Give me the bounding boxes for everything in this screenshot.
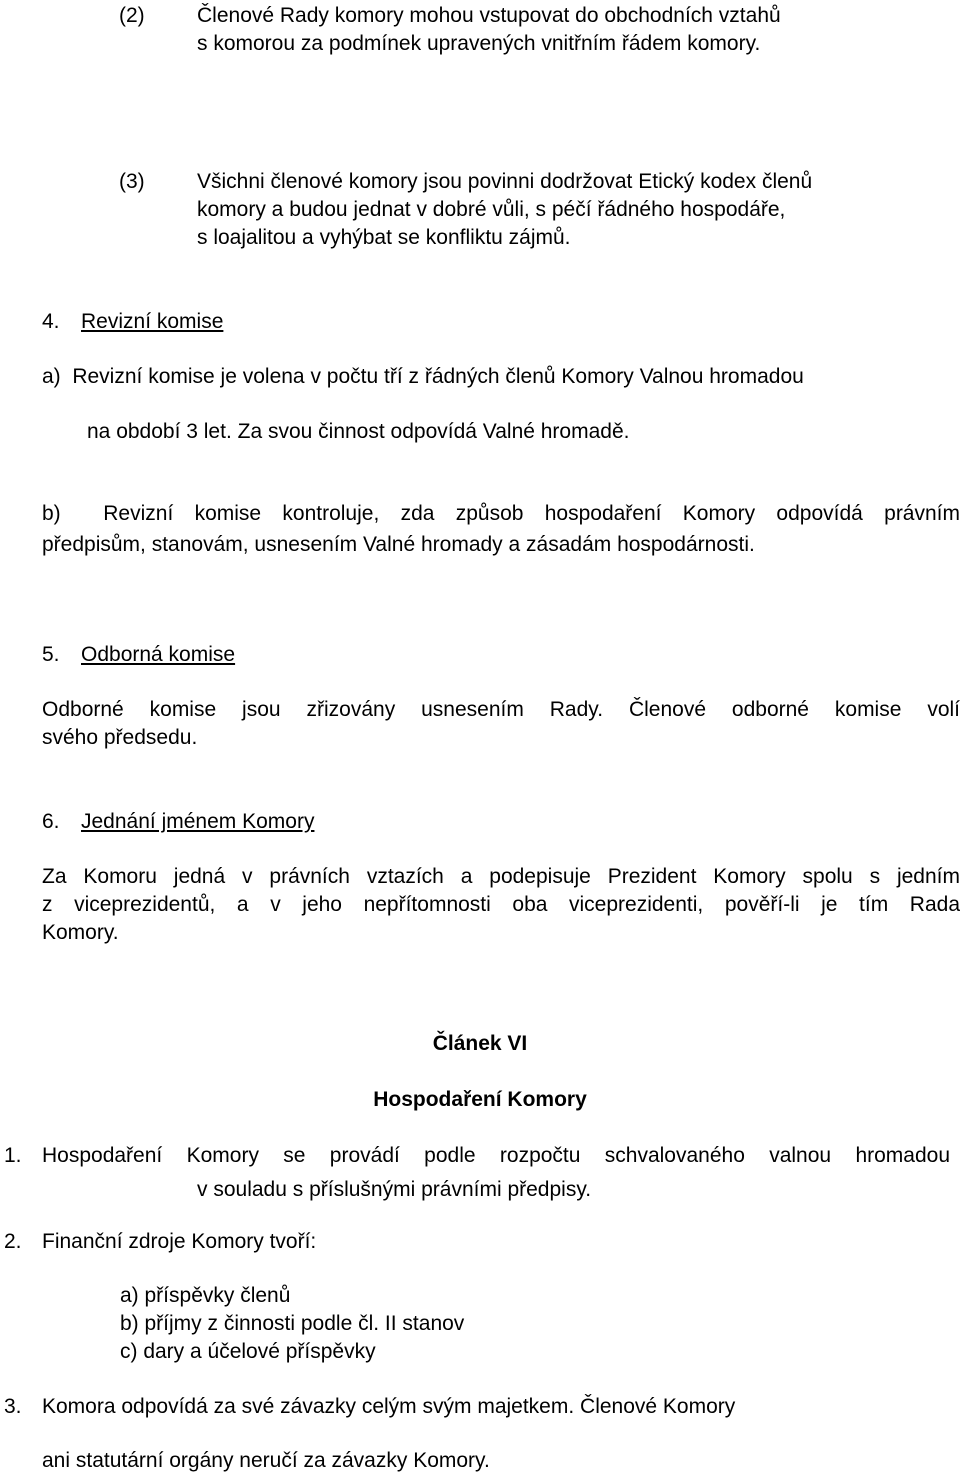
jednani-heading: Jednání jménem Komory (81, 810, 315, 833)
item-2-a: a) příspěvky členů (120, 1284, 291, 1307)
revizni-b-line-2: předpisům, stanovám, usnesením Valné hromady a zásadám hospodárnosti. (42, 533, 755, 556)
odborna-heading: Odborná komise (81, 643, 236, 666)
item-1-line-1: Hospodaření Komory se provádí podle rozpočtu schvalovaného valnou hromadou (42, 1144, 950, 1167)
section-2-line-2: s komorou za podmínek upravených vnitřním řádem komory. (197, 32, 761, 55)
item-3-line-2: ani statutární orgány neručí za závazky Komory. (42, 1449, 490, 1472)
item-3-line-1: Komora odpovídá za své závazky celým svým majetkem. Členové Komory (42, 1395, 736, 1418)
article-title: Článek VI (432, 1032, 528, 1055)
jednani-number: 6. (42, 810, 60, 833)
jednani-line-1: Za Komoru jedná v právních vztazích a podepisuje Prezident Komory spolu s jedním (42, 865, 960, 888)
item-2-text: Finanční zdroje Komory tvoří: (42, 1230, 317, 1253)
section-3-line-2: komory a budou jednat v dobré vůli, s péčí řádného hospodáře, (197, 198, 786, 221)
item-2-c: c) dary a účelové příspěvky (120, 1340, 376, 1363)
revizni-number: 4. (42, 310, 60, 333)
jednani-line-3: Komory. (42, 921, 119, 944)
section-3-number: (3) (119, 170, 145, 193)
item-1-line-2: v souladu s příslušnými právními předpisy. (197, 1178, 592, 1201)
odborna-line-1: Odborné komise jsou zřizovány usnesením Rady. Členové odborné komise volí (42, 698, 960, 721)
revizni-b-paragraph (42, 500, 960, 559)
section-2-line-1: Členové Rady komory mohou vstupovat do obchodních vztahů (197, 4, 781, 27)
item-3-number: 3. (4, 1395, 22, 1418)
section-3-line-3: s loajalitou a vyhýbat se konfliktu zájmů. (197, 226, 571, 249)
odborna-number: 5. (42, 643, 60, 666)
odborna-paragraph (42, 696, 960, 752)
jednani-line-2: z viceprezidentů, a v jeho nepřítomnosti oba viceprezidenti, pověří-li je tím Rada (42, 893, 960, 916)
odborna-line-2: svého předsedu. (42, 726, 198, 749)
revizni-b-line-1: b) Revizní komise kontroluje, zda způsob hospodaření Komory odpovídá právním (42, 502, 960, 525)
section-2-number: (2) (119, 4, 145, 27)
item-2-number: 2. (4, 1230, 22, 1253)
revizni-a-line-1: a) Revizní komise je volena v počtu tří z řádných členů Komory Valnou hromadou (42, 365, 804, 388)
article-subtitle: Hospodaření Komory (373, 1088, 587, 1111)
jednani-paragraph (42, 863, 960, 947)
item-1-number: 1. (4, 1144, 22, 1167)
revizni-heading: Revizní komise (81, 310, 224, 333)
revizni-a-line-2: na období 3 let. Za svou činnost odpovídá Valné hromadě. (87, 420, 630, 443)
section-3-line-1: Všichni členové komory jsou povinni dodržovat Etický kodex členů (197, 170, 813, 193)
item-2-b: b) příjmy z činnosti podle čl. II stanov (120, 1312, 465, 1335)
